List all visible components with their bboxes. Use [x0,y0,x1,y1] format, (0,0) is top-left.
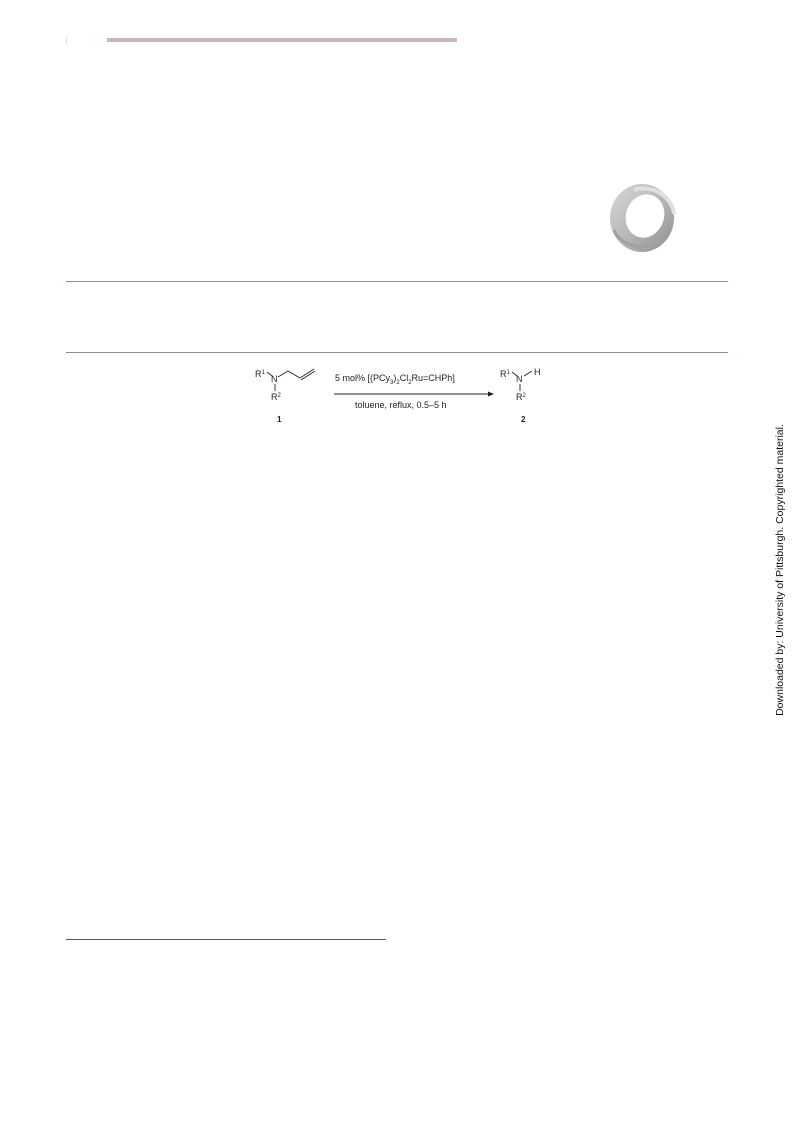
header-tick-mark [66,38,67,44]
compound-number-2: 2 [521,415,526,424]
conditions-label: toluene, reflux, 0.5–5 h [355,400,447,410]
download-watermark-text: Downloaded by: University of Pittsburgh. Copyrighted material. [774,424,786,716]
sm-n-label: N [271,374,278,384]
product-r1-label: $R^1$ [500,369,510,379]
compound-number-1: 1 [277,415,282,424]
abstract-top-rule [66,281,728,282]
sm-r1-label: $R^1$ [255,369,265,379]
reagent-label: 5 mol% $[(PCy_3)_2Cl_2Ru=CHPh]$ [335,373,455,386]
abstract-bottom-rule [66,352,728,353]
product-n-label: N [516,374,523,384]
ring-logo-icon [604,180,680,256]
reaction-scheme [240,360,560,430]
reaction-arrow [334,390,494,398]
product-bonds [490,360,550,410]
allyl-chain-bonds [240,360,340,410]
sm-r2-label: $R^2$ [271,392,281,402]
footnote-rule [66,939,386,940]
header-accent-bar [107,38,457,42]
product-r2-label: $R^2$ [516,392,526,402]
product-h-label: H [534,367,541,377]
